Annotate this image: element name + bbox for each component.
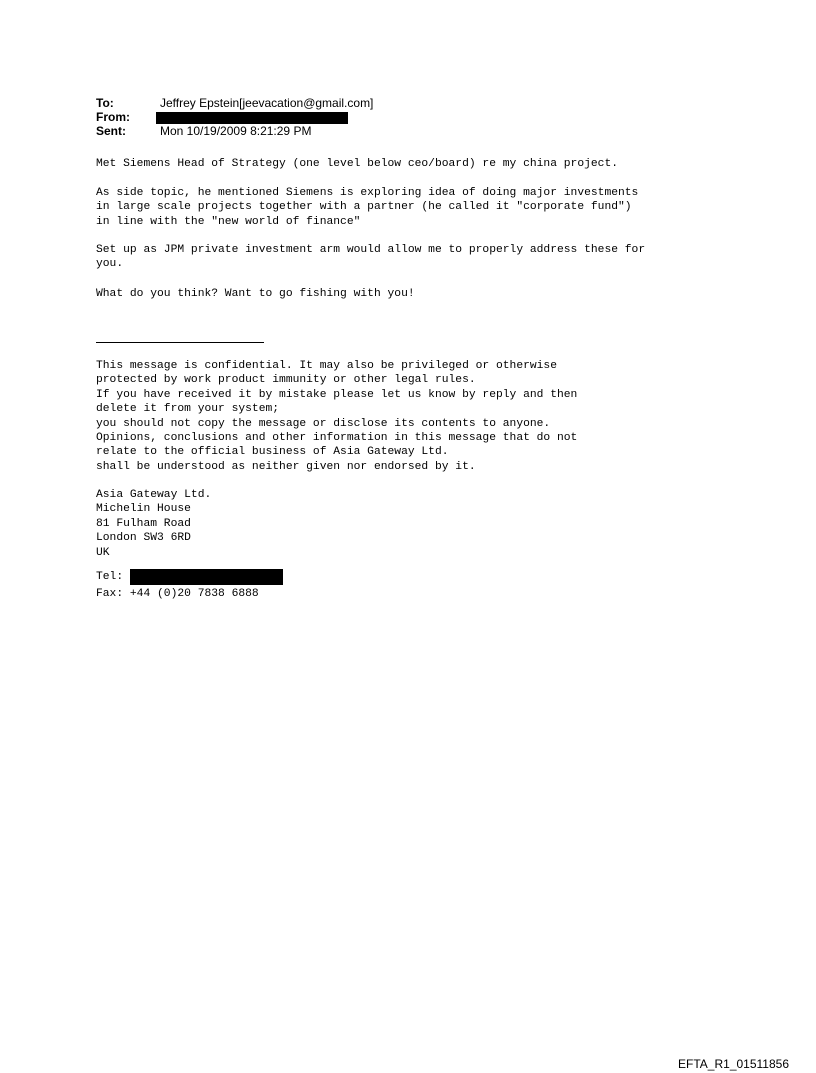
signature-divider (96, 342, 264, 343)
body-paragraph-3: Set up as JPM private investment arm would allow me to properly address these for you. (96, 244, 646, 271)
body-paragraph-1: Met Siemens Head of Strategy (one level below ceo/board) re my china project. (96, 158, 619, 170)
sent-value: Mon 10/19/2009 8:21:29 PM (160, 124, 312, 138)
body-paragraph-2: As side topic, he mentioned Siemens is exploring idea of doing major investments in large scale projects together with a partner (he called it "corporate fund") in line with the "new world of finance" (96, 187, 639, 228)
tel-redaction (130, 569, 283, 585)
fax-line: Fax: +44 (0)20 7838 6888 (96, 588, 259, 600)
sent-label: Sent: (96, 124, 126, 138)
bates-number: EFTA_R1_01511856 (678, 1057, 789, 1071)
from-label: From: (96, 110, 130, 124)
tel-line (96, 569, 396, 585)
body-paragraph-4: What do you think? Want to go fishing with you! (96, 288, 415, 300)
tel-label: Tel: (96, 571, 124, 583)
company-address: Asia Gateway Ltd. Michelin House 81 Fulham Road London SW3 6RD UK (96, 489, 212, 559)
to-label: To: (96, 96, 114, 110)
to-value: Jeffrey Epstein[jeevacation@gmail.com] (160, 96, 374, 110)
from-redaction (156, 112, 348, 124)
confidentiality-disclaimer: This message is confidential. It may also be privileged or otherwise protected by work product immunity or other legal rules. If you have received it by mistake please let us know by reply and then delete it from your system; you should not copy the message or disclose its contents to anyone. Opinions, conclusions and other information in this message that do not relate to the official business of Asia Gateway Ltd. shall be understood as neither given nor endorsed by it. (96, 360, 578, 473)
